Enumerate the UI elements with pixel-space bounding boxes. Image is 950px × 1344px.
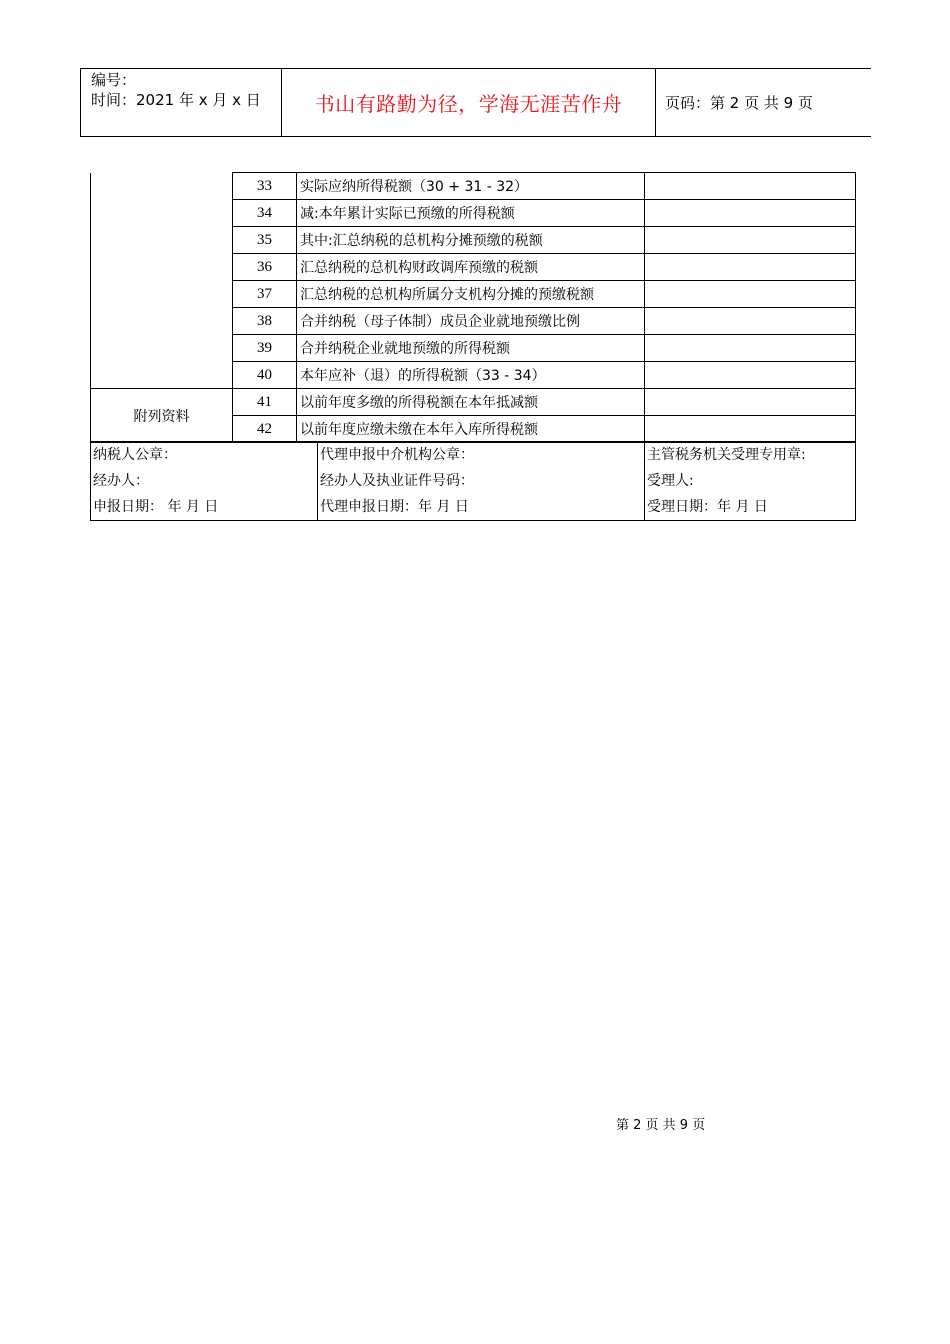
row-value[interactable]: [645, 416, 856, 443]
row-group-blank: [91, 173, 233, 389]
row-value[interactable]: [645, 335, 856, 362]
row-number: 39: [233, 335, 297, 362]
row-number: 33: [233, 173, 297, 200]
row-item: 汇总纳税的总机构所属分支机构分摊的预缴税额: [297, 281, 645, 308]
table-row: [91, 173, 856, 200]
taxpayer-handler-label: 经办人：: [93, 473, 149, 489]
row-item: 合并纳税（母子体制）成员企业就地预缴比例: [297, 308, 645, 335]
authority-seal-label: 主管税务机关受理专用章:: [647, 447, 806, 463]
agent-seal-label: 代理申报中介机构公章：: [320, 447, 474, 463]
row-value[interactable]: [645, 281, 856, 308]
row-item: 汇总纳税的总机构财政调库预缴的税额: [297, 254, 645, 281]
row-item: 减:本年累计实际已预缴的所得税额: [297, 200, 645, 227]
row-value[interactable]: [645, 389, 856, 416]
authority-handler-label: 受理人:: [647, 473, 694, 489]
row-value[interactable]: [645, 254, 856, 281]
header-page-cell: [656, 69, 871, 136]
page-code: 页码：第 2 页 共 9 页: [665, 94, 813, 112]
row-value[interactable]: [645, 227, 856, 254]
row-number: 41: [233, 389, 297, 416]
agent-block: [318, 442, 645, 521]
signature-table: [90, 441, 856, 521]
row-item: 实际应纳所得税额（30 + 31 - 32）: [297, 173, 645, 200]
agent-date-label: 代理申报日期：年 月 日: [320, 499, 469, 515]
row-value[interactable]: [645, 173, 856, 200]
motto: 书山有路勤为径，学海无涯苦作舟: [314, 92, 623, 116]
taxpayer-block: [91, 442, 318, 521]
row-value[interactable]: [645, 362, 856, 389]
number-label: 编号：: [91, 71, 137, 89]
authority-block: [645, 442, 856, 521]
row-number: 40: [233, 362, 297, 389]
row-item: 合并纳税企业就地预缴的所得税额: [297, 335, 645, 362]
header-meta-cell: [81, 69, 282, 136]
row-item: 其中:汇总纳税的总机构分摊预缴的税额: [297, 227, 645, 254]
row-item: 本年应补（退）的所得税额（33 - 34）: [297, 362, 645, 389]
table-row: [91, 389, 856, 416]
taxpayer-date-label: 申报日期： 年 月 日: [93, 499, 219, 515]
row-item: 以前年度多缴的所得税额在本年抵减额: [297, 389, 645, 416]
row-value[interactable]: [645, 200, 856, 227]
time-label: 时间：2021 年 x 月 x 日: [91, 91, 261, 109]
document-header: [80, 68, 871, 137]
attached-info-label: 附列资料: [91, 389, 233, 443]
row-number: 37: [233, 281, 297, 308]
row-item: 以前年度应缴未缴在本年入库所得税额: [297, 416, 645, 443]
row-number: 36: [233, 254, 297, 281]
row-number: 42: [233, 416, 297, 443]
row-number: 34: [233, 200, 297, 227]
tax-table: [90, 172, 856, 443]
header-motto-cell: [282, 69, 656, 136]
authority-date-label: 受理日期：年 月 日: [647, 499, 768, 515]
page-footer: 第 2 页 共 9 页: [616, 1118, 706, 1133]
agent-handler-label: 经办人及执业证件号码：: [320, 473, 474, 489]
row-number: 38: [233, 308, 297, 335]
row-number: 35: [233, 227, 297, 254]
taxpayer-seal-label: 纳税人公章：: [93, 447, 177, 463]
row-value[interactable]: [645, 308, 856, 335]
